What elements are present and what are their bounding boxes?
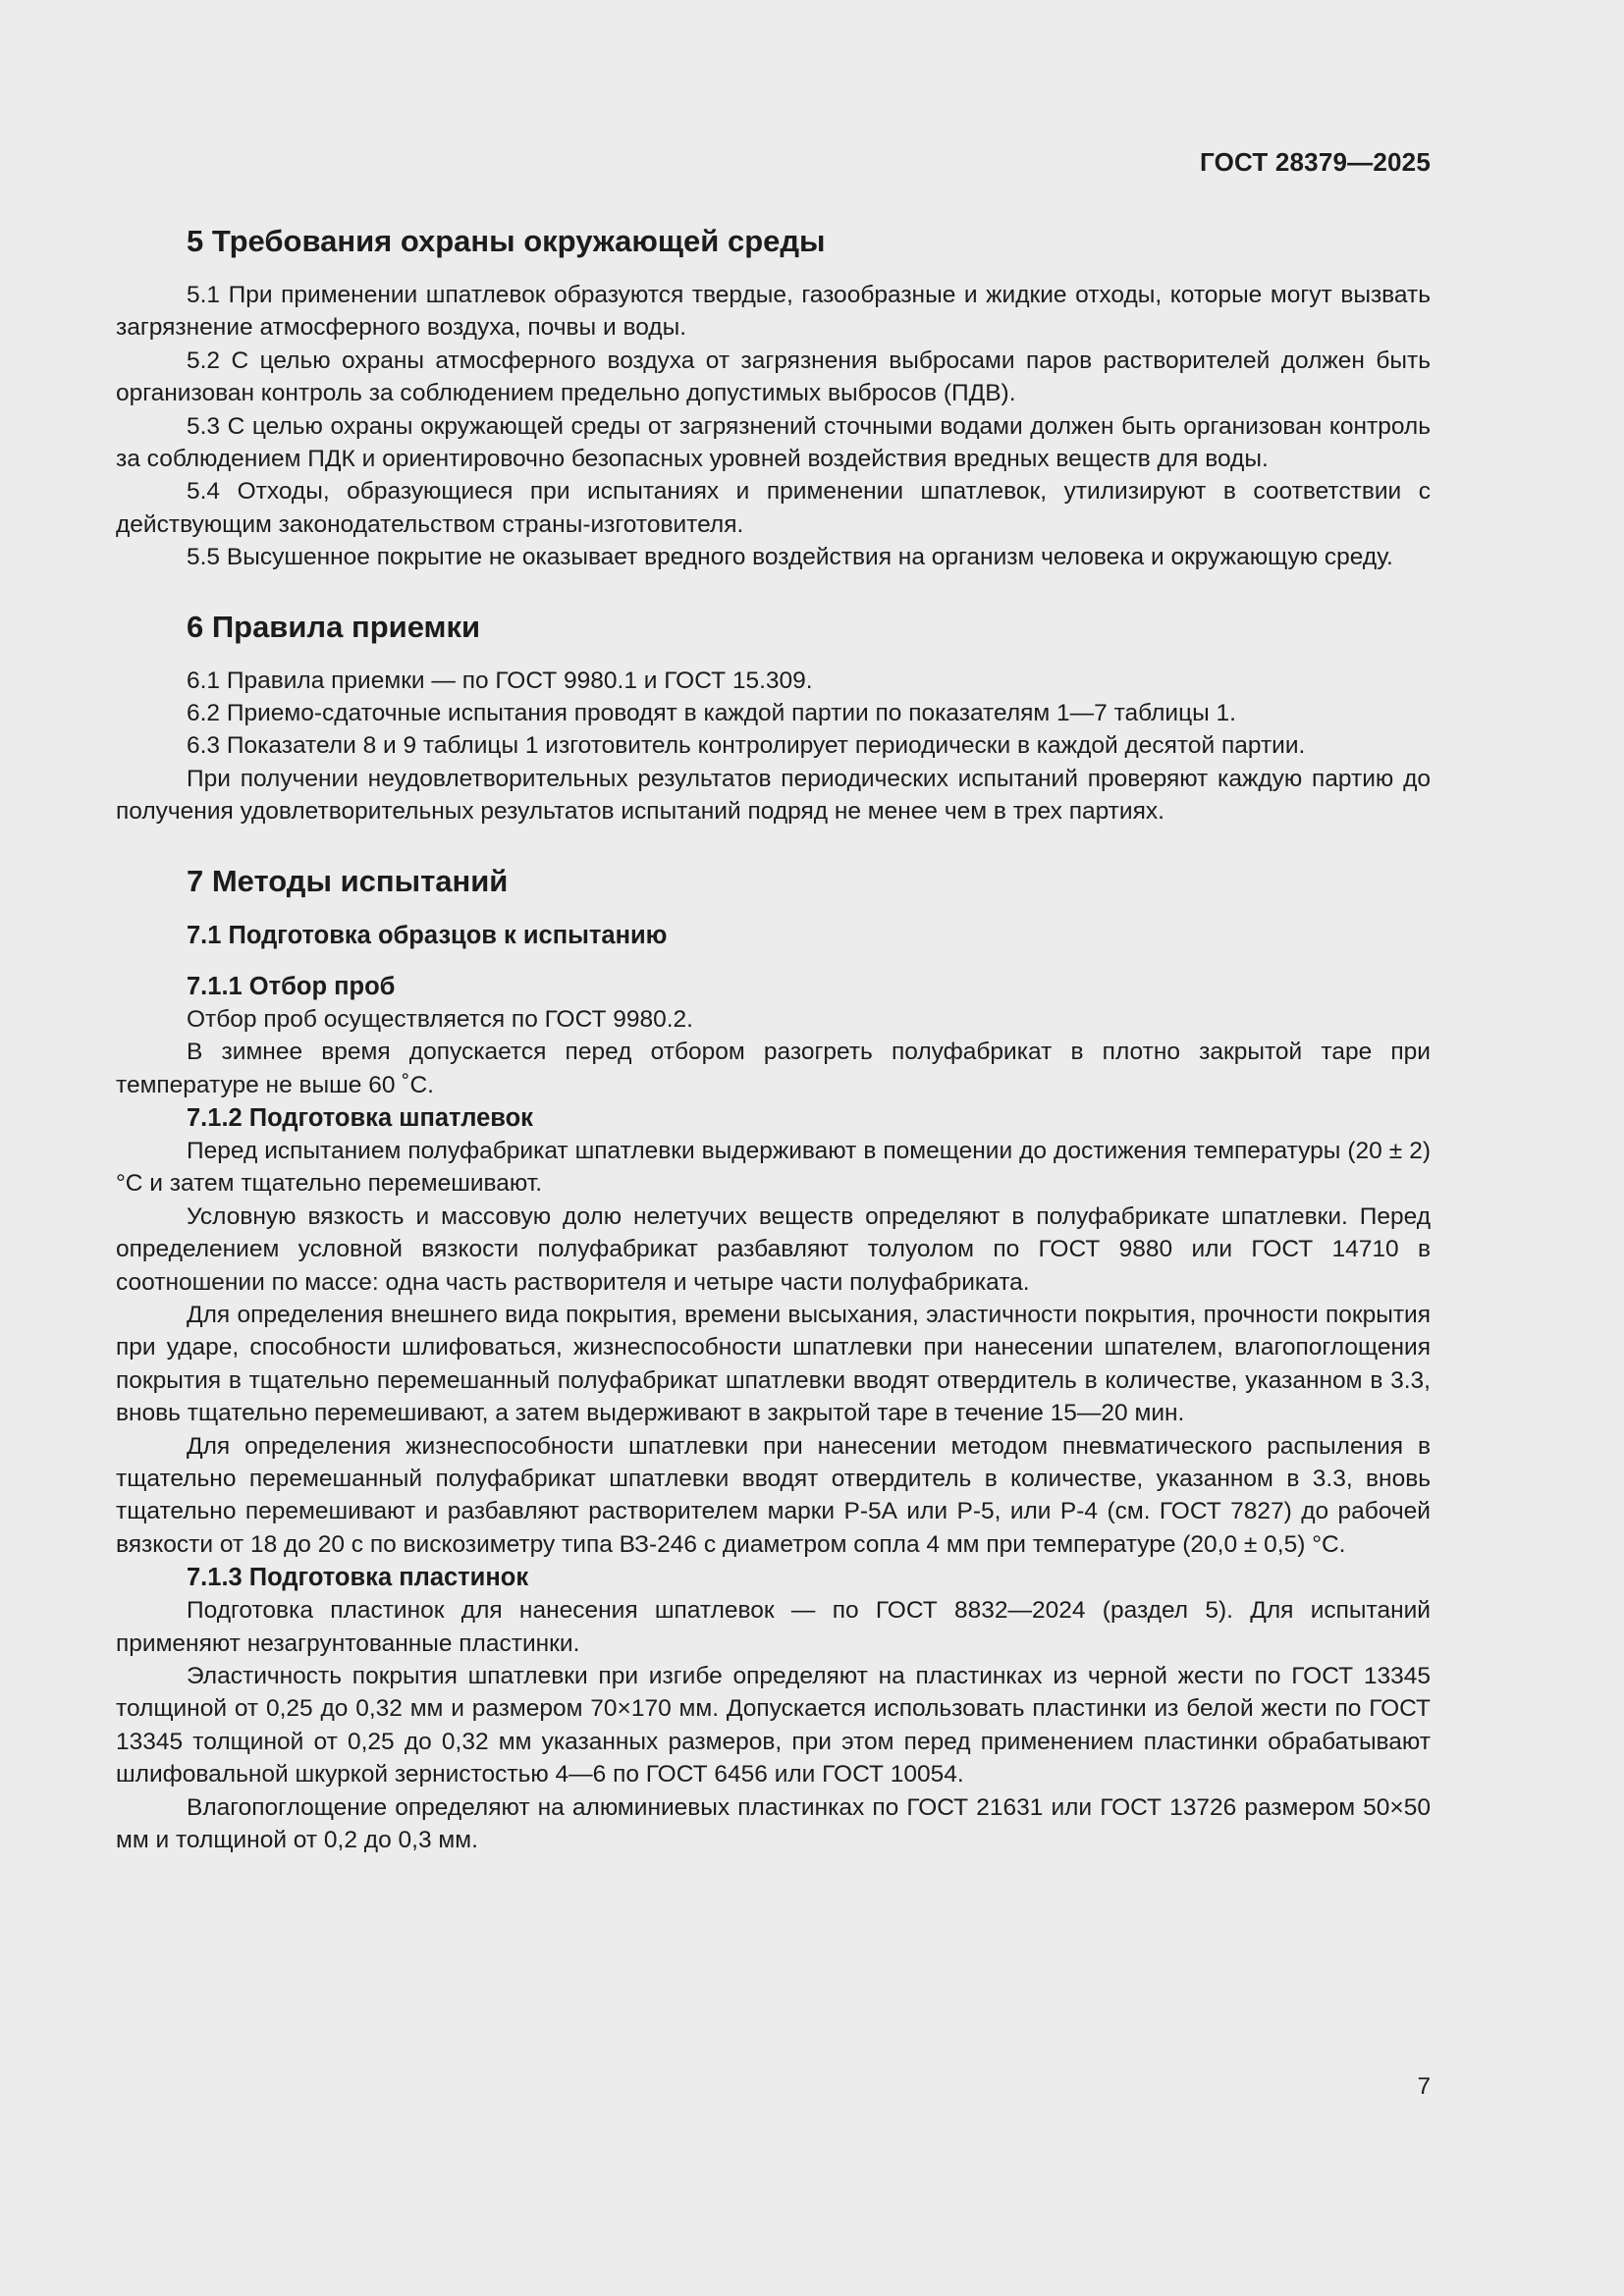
paragraph-7-1-2-c: Для определения внешнего вида покрытия, времени высыхания, эластичности покрытия, прочности покрытия при ударе, способности шлифоваться, жизнеспособности шпатлевки при нанесении шпателем, влагопоглощения покрытия в тщательно перемешанный полуфабрикат шпатлевки вводят отвердитель в количестве, указанном в 3.3, вновь тщательно перемешивают, а затем выдерживают в закрытой таре в течение 15—20 мин. [116, 1301, 1431, 1427]
section-7-heading: 7 Методы испытаний [187, 863, 509, 898]
paragraph-7-1-3-b: Эластичность покрытия шпатлевки при изгибе определяют на пластинках из черной жести по ГОСТ 13345 толщиной от 0,25 до 0,32 мм и размером 70×170 мм. Допускается использовать пластинки из белой жести по ГОСТ 13345 толщиной от 0,25 до 0,32 мм указанных размеров, при этом перед применением пластинки обрабатывают шлифовальной шкуркой зернистостью 4—6 по ГОСТ 6456 или ГОСТ 10054. [116, 1663, 1431, 1789]
paragraph-5-1: 5.1 При применении шпатлевок образуются твердые, газообразные и жидкие отходы, которые могут вызвать загрязнение атмосферного воздуха, почвы и воды. [116, 282, 1431, 342]
subsection-7-1-heading: 7.1 Подготовка образцов к испытанию [187, 921, 668, 949]
standard-code: ГОСТ 28379—2025 [1200, 147, 1431, 177]
paragraph-5-2: 5.2 С целью охраны атмосферного воздуха от загрязнения выбросами паров растворителей должен быть организован контроль за соблюдением предельно допустимых выбросов (ПДВ). [116, 347, 1431, 407]
paragraph-7-1-3-c: Влагопоглощение определяют на алюминиевых пластинках по ГОСТ 21631 или ГОСТ 13726 размером 50×50 мм и толщиной от 0,2 до 0,3 мм. [116, 1793, 1431, 1854]
section-6-heading: 6 Правила приемки [187, 609, 481, 644]
subsection-7-1-2-heading: 7.1.2 Подготовка шпатлевок [187, 1103, 533, 1132]
section-5-heading: 5 Требования охраны окружающей среды [187, 224, 826, 258]
paragraph-7-1-1-b: В зимнее время допускается перед отбором разогреть полуфабрикат в плотно закрытой таре при температуре не выше 60 ˚С. [116, 1039, 1431, 1098]
paragraph-6-3-note: При получении неудовлетворительных результатов периодических испытаний проверяют каждую партию до получения удовлетворительных результатов испытаний подряд не менее чем в трех партиях. [116, 765, 1431, 826]
paragraph-7-1-2-a: Перед испытанием полуфабрикат шпатлевки выдерживают в помещении до достижения температуры (20 ± 2) °С и затем тщательно перемешивают. [116, 1137, 1431, 1198]
paragraph-7-1-2-d: Для определения жизнеспособности шпатлевки при нанесении методом пневматического распыления в тщательно перемешанный полуфабрикат шпатлевки вводят отвердитель в количестве, указанном в 3.3, вновь тщательно перемешивают и разбавляют растворителем марки Р-5А или Р-5, или Р-4 (см. ГОСТ 7827) до рабочей вязкости от 18 до 20 с по вискозиметру типа ВЗ-246 с диаметром сопла 4 мм при температуре (20,0 ± 0,5) °С. [116, 1432, 1431, 1558]
paragraph-5-4: 5.4 Отходы, образующиеся при испытаниях и применении шпатлевок, утилизируют в соответствии с действующим законодательством страны-изготовителя. [116, 478, 1431, 538]
paragraph-6-1: 6.1 Правила приемки — по ГОСТ 9980.1 и ГОСТ 15.309. [187, 667, 813, 694]
paragraph-7-1-1-a: Отбор проб осуществляется по ГОСТ 9980.2. [187, 1005, 693, 1033]
paragraph-5-5: 5.5 Высушенное покрытие не оказывает вредного воздействия на организм человека и окружающую среду. [187, 544, 1393, 571]
paragraph-5-3: 5.3 С целью охраны окружающей среды от загрязнений сточными водами должен быть организован контроль за соблюдением ПДК и ориентировочно безопасных уровней воздействия вредных веществ для воды. [116, 412, 1431, 473]
paragraph-7-1-2-b: Условную вязкость и массовую долю нелетучих веществ определяют в полуфабрикате шпатлевки. Перед определением условной вязкости полуфабрикат разбавляют толуолом по ГОСТ 9880 или ГОСТ 14710 в соотношении по массе: одна часть растворителя и четыре части полуфабриката. [116, 1202, 1431, 1296]
paragraph-6-3: 6.3 Показатели 8 и 9 таблицы 1 изготовитель контролирует периодически в каждой десятой партии. [187, 732, 1306, 760]
page-number: 7 [1417, 2073, 1431, 2100]
paragraph-7-1-3-a: Подготовка пластинок для нанесения шпатлевок — по ГОСТ 8832—2024 (раздел 5). Для испытаний применяют незагрунтованные пластинки. [116, 1597, 1431, 1657]
page-content [116, 222, 1431, 1856]
subsection-7-1-1-heading: 7.1.1 Отбор проб [187, 972, 396, 1000]
paragraph-6-2: 6.2 Приемо-сдаточные испытания проводят в каждой партии по показателям 1—7 таблицы 1. [187, 700, 1236, 727]
subsection-7-1-3-heading: 7.1.3 Подготовка пластинок [187, 1564, 529, 1592]
